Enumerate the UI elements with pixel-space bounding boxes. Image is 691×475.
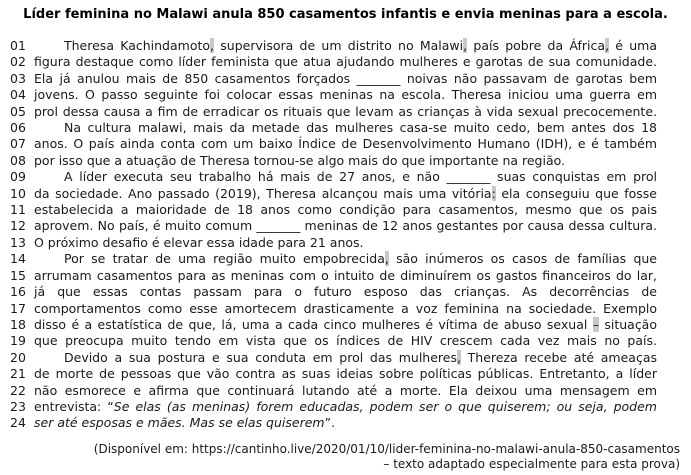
line-text — [34, 399, 657, 415]
text-line — [10, 87, 657, 103]
line-number: 13 — [10, 234, 26, 250]
text-segment: disso é a estatística de que, lá, uma a cada cinco mulheres é vítima de abuso sexual — [34, 316, 593, 332]
line-text — [34, 333, 657, 349]
text-line — [10, 317, 657, 333]
source-citation — [0, 442, 691, 473]
line-number: 14 — [10, 251, 26, 267]
text-segment: Na cultura malawi, mais da metade das mulheres casa-se muito cedo, bem antes dos 18 — [64, 120, 657, 136]
text-segment: da sociedade. Ano passado (2019), Theresa alcançou mais uma vitória — [34, 185, 492, 201]
document-title: Líder feminina no Malawi anula 850 casamentos infantis e envia meninas para a escola. — [23, 7, 668, 22]
text-segment: prol dessa causa a fim de erradicar os rituais que levam as crianças à vida sexual precocemente. — [34, 103, 657, 119]
text-line — [10, 38, 657, 54]
text-line — [10, 366, 657, 382]
highlighted-punctuation: – — [592, 316, 599, 332]
highlighted-punctuation: : — [491, 185, 496, 201]
line-text — [34, 218, 657, 234]
line-text — [34, 104, 657, 120]
text-line — [10, 415, 657, 431]
text-line — [10, 136, 657, 152]
line-number: 02 — [10, 54, 26, 70]
line-text — [34, 415, 657, 431]
text-segment: O próximo desafio é elevar essa idade para 21 anos. — [34, 234, 364, 250]
text-segment: arrumam casamentos para as meninas com o intuito de diminuírem os gastos financeiros do lar, — [34, 267, 657, 283]
line-text — [34, 235, 657, 251]
text-line — [10, 399, 657, 415]
text-segment: anos. O país ainda conta com um baixo Índice de Desenvolvimento Humano (IDH), e é também — [34, 136, 657, 152]
line-number: 21 — [10, 366, 26, 382]
text-line — [10, 251, 657, 267]
line-number: 16 — [10, 284, 26, 300]
line-text — [34, 383, 657, 399]
text-segment: de morte de pessoas que vão contra as suas ideias sobre políticas públicas. Entretanto, a líder — [34, 366, 657, 382]
line-number: 07 — [10, 136, 26, 152]
line-number: 09 — [10, 169, 26, 185]
text-segment: situação — [598, 316, 657, 332]
line-text — [34, 301, 657, 317]
line-number: 20 — [10, 349, 26, 365]
highlighted-punctuation: , — [605, 38, 610, 53]
highlighted-punctuation: , — [384, 251, 389, 267]
text-line — [10, 186, 657, 202]
text-line — [10, 54, 657, 70]
line-text — [34, 366, 657, 382]
line-number: 06 — [10, 120, 26, 136]
text-segment: jovens. O passo seguinte foi colocar essas meninas na escola. Theresa iniciou uma guerra em — [34, 87, 657, 103]
text-line — [10, 218, 657, 234]
text-segment: Por se tratar de uma região muito empobrecida — [64, 251, 385, 267]
text-line — [10, 120, 657, 136]
line-text — [34, 87, 657, 103]
text-segment: A líder executa seu trabalho há mais de 27 anos, e não _______ suas conquistas em prol — [64, 169, 657, 185]
text-segment: comportamentos como esse amortecem drasticamente a voz feminina na sociedade. Exemplo — [34, 300, 657, 316]
text-segment: Theresa Kachindamoto — [64, 38, 211, 53]
line-text — [34, 38, 657, 54]
text-line — [10, 301, 657, 317]
line-text — [34, 268, 657, 284]
text-segment: aprovem. No país, é muito comum _______ meninas de 12 anos gestantes por causa dessa cultura. — [34, 218, 657, 234]
text-segment: país pobre da África — [467, 38, 606, 53]
text-segment: são inúmeros os casos de famílias que — [388, 251, 657, 267]
text-segment: ela conseguiu que fosse — [495, 185, 657, 201]
line-number: 01 — [10, 38, 26, 53]
text-segment: Devido a sua postura e sua conduta em prol das mulheres — [64, 349, 457, 365]
line-number: 17 — [10, 300, 26, 316]
text-segment: já que essas contas passam para o futuro esposo das crianças. As decorrências de — [34, 284, 657, 300]
text-segment: estabelecida a maioridade de 18 anos como condição para casamentos, mesmo que os pais — [34, 202, 657, 218]
line-number: 19 — [10, 333, 26, 349]
text-line — [10, 268, 657, 284]
line-text — [34, 202, 657, 218]
line-text — [34, 251, 657, 267]
line-number: 12 — [10, 218, 26, 234]
quote-text: Se elas (as meninas) forem educadas, podem ser o que quiserem; ou seja, podem — [113, 398, 657, 414]
line-text — [34, 120, 657, 136]
line-number: 23 — [10, 398, 26, 414]
line-number: 08 — [10, 152, 26, 168]
line-number: 10 — [10, 185, 26, 201]
text-line — [10, 284, 657, 300]
text-line — [10, 169, 657, 185]
line-text — [34, 71, 657, 87]
text-segment: não esmorece e afirma que continuará lutando até a morte. Ela deixou uma mensagem em — [34, 382, 657, 398]
line-text — [34, 284, 657, 300]
highlighted-punctuation: , — [210, 38, 215, 53]
line-number: 11 — [10, 202, 26, 218]
highlighted-punctuation: , — [463, 38, 468, 53]
text-segment: que preocupa muito tendo em vista que os índices de HIV crescem cada vez mais no país. — [34, 333, 657, 349]
line-number: 24 — [10, 415, 26, 431]
line-text — [34, 54, 657, 70]
text-segment: é uma — [609, 38, 657, 53]
text-segment: Thereza recebe até ameaças — [460, 349, 657, 365]
line-text — [34, 317, 657, 333]
line-text — [34, 169, 657, 185]
text-segment: figura destaque como líder feminista que atua ajudando mulheres e garotas de sua comunidade. — [34, 54, 657, 70]
line-text — [34, 153, 657, 169]
text-line — [10, 202, 657, 218]
text-line — [10, 235, 657, 251]
line-number: 18 — [10, 316, 26, 332]
line-number: 05 — [10, 103, 26, 119]
source-url-line: (Disponível em: https://cantinho.live/2020/01/10/lider-feminina-no-malawi-anula-850-casamentos — [93, 441, 680, 456]
text-segment: entrevista: “ — [34, 398, 114, 414]
text-line — [10, 350, 657, 366]
line-number: 03 — [10, 70, 26, 86]
source-note-line: – texto adaptado especialmente para esta prova) — [383, 457, 680, 472]
line-number: 04 — [10, 87, 26, 103]
text-line — [10, 104, 657, 120]
passage-body — [0, 38, 691, 432]
text-line — [10, 383, 657, 399]
line-text — [34, 136, 657, 152]
text-segment: Ela já anulou mais de 850 casamentos forçados _______ noivas não passavam de garotas bem — [34, 70, 657, 86]
text-segment: ”. — [324, 415, 336, 431]
line-text — [34, 186, 657, 202]
text-line — [10, 153, 657, 169]
text-line — [10, 71, 657, 87]
line-number: 22 — [10, 382, 26, 398]
text-segment: supervisora de um distrito no Malawi — [214, 38, 464, 53]
quote-text: ser até esposas e mães. Mas se elas quiserem — [34, 415, 325, 431]
line-text — [34, 350, 657, 366]
text-line — [10, 333, 657, 349]
highlighted-punctuation: , — [456, 349, 461, 365]
text-segment: por isso que a atuação de Theresa tornou-se algo mais do que importante na região. — [34, 152, 566, 168]
line-number: 15 — [10, 267, 26, 283]
